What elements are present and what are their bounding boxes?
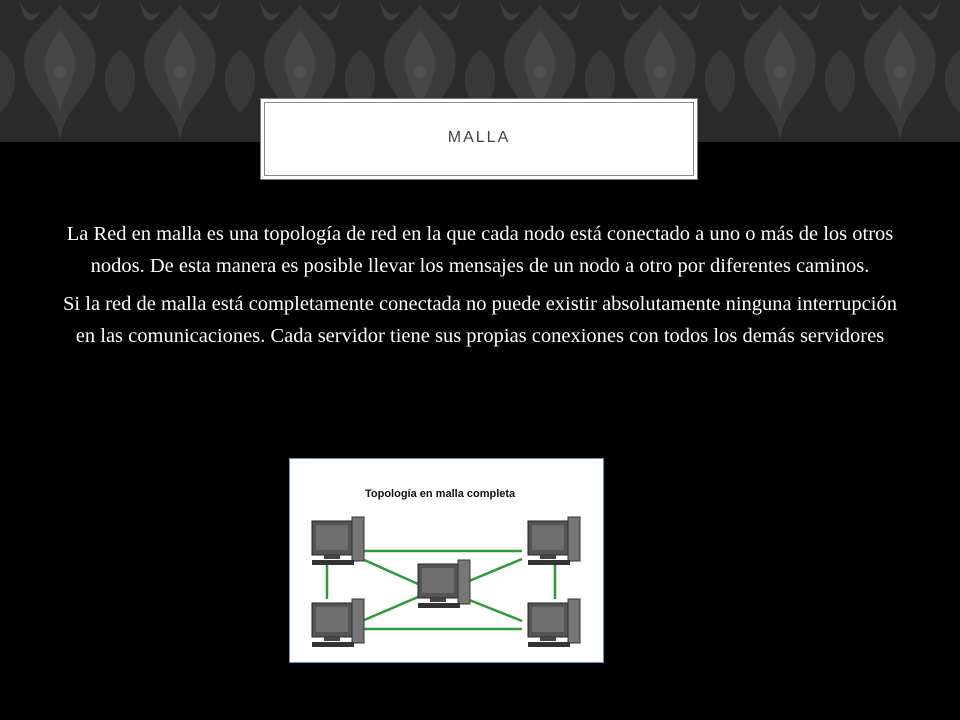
computer-icon-top-left bbox=[312, 517, 364, 565]
link-center-top-right bbox=[462, 559, 522, 584]
body-text bbox=[56, 218, 904, 358]
mesh-topology-figure bbox=[289, 458, 604, 663]
computer-icon-top-right bbox=[528, 517, 580, 565]
computer-icon-bottom-left bbox=[312, 599, 364, 647]
paragraph-full-mesh: Si la red de malla está completamente conectada no puede existir absolutamente ninguna interrupción en las comunicaciones. Cada servidor tiene sus propias conexiones con todos los demás servidores bbox=[63, 293, 897, 347]
paragraph-definition: La Red en malla es una topología de red en la que cada nodo está conectado a uno o más de los otros nodos. De esta manera es posible llevar los mensajes de un nodo a otro por diferentes caminos. bbox=[66, 223, 894, 277]
figure-title: Topología en malla completa bbox=[365, 488, 516, 500]
computer-icon-center bbox=[418, 560, 470, 608]
computer-icon-bottom-right bbox=[528, 599, 580, 647]
link-center-bottom-right bbox=[462, 597, 522, 621]
title-box bbox=[260, 98, 698, 180]
link-center-top-left bbox=[362, 559, 418, 584]
link-center-bottom-left bbox=[362, 597, 418, 621]
slide-title: MALLA bbox=[447, 129, 511, 146]
